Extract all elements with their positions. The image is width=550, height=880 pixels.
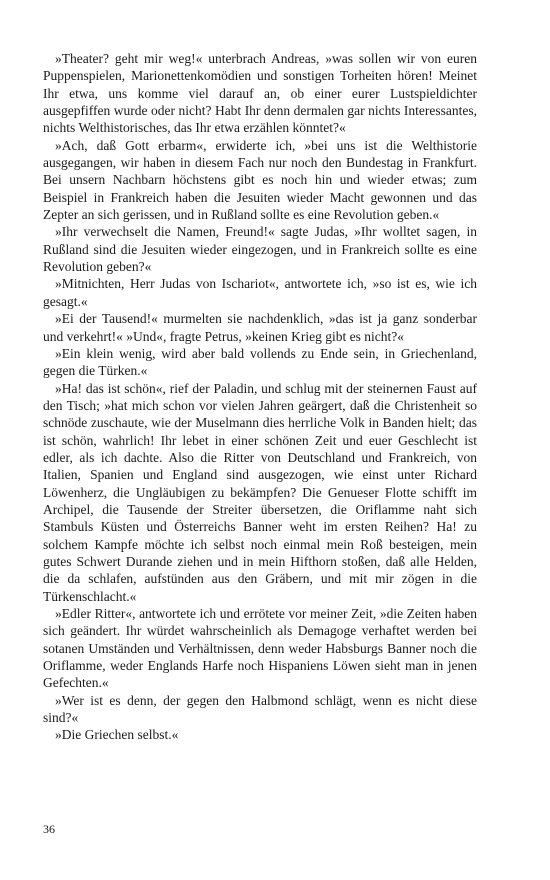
- page-number: 36: [43, 822, 55, 836]
- paragraph: »Ei der Tausend!« murmelten sie nachdenklich, »das ist ja ganz sonderbar und verkehrt!« »Und«, fragte Petrus, »keinen Krieg gibt es nicht?«: [43, 311, 477, 344]
- paragraph: »Edler Ritter«, antwortete ich und errötete vor meiner Zeit, »die Zeiten haben sich geändert. Ihr würdet wahrscheinlich als Demagoge verhaftet werden bei sotanen Umständen und Verhältnissen, denn weder Habsburgs Banner noch die Oriflamme, weder Englands Harfe noch Hispaniens Löwen sieht man in jenen Gefechten.«: [43, 606, 477, 691]
- paragraph: »Die Griechen selbst.«: [55, 727, 179, 743]
- paragraph: »Ihr verwechselt die Namen, Freund!« sagte Judas, »Ihr wolltet sagen, in Rußland sind die Jesuiten wieder eingezogen, und in Frankreich sollte es eine Revolution geben?«: [43, 224, 477, 275]
- paragraph: »Ach, daß Gott erbarm«, erwiderte ich, »bei uns ist die Welthistorie ausgegangen, wir haben in diesem Fach nur noch den Bundestag in Frankfurt. Bei unsern Nachbarn höchstens gibt es noch hin und wieder etwas; zum Beispiel in Frankreich haben die Jesuiten wieder Macht gewonnen und das Zepter an sich gerissen, und in Rußland sollte es eine Revolution geben.«: [43, 137, 477, 223]
- book-page-body: [43, 50, 477, 744]
- paragraph: »Ha! das ist schön«, rief der Paladin, und schlug mit der steinernen Faust auf den Tisch; »hat mich schon vor vielen Jahren geärgert, daß die Christenheit so schnöde zuschaute, wie der Muselmann dies herrliche Volk in Banden hielt; das ist schön, wahrlich! Ihr lebet in einer schönen Zeit und euer Geschlecht ist edler, als ich dachte. Also die Ritter von Deutschland und Frankreich, von Italien, Spanien und England sind ausgezogen, wie einst unter Richard Löwenherz, die Ungläubigen zu bekämpfen? Die Genueser Flotte schifft im Archipel, die Tausende der Streiter übersetzen, die Oriflamme naht sich Stambuls Küsten und Österreichs Banner weht im ersten Reihen? Ha! zu solchem Kampfe möchte ich selbst noch einmal mein Roß besteigen, mein gutes Schwert Durande ziehen und in mein Hifthorn stoßen, daß alle Helden, die da schlafen, aufstünden aus den Gräbern, und mit mir zögen in die Türkenschlacht.«: [43, 380, 477, 604]
- paragraph: »Theater? geht mir weg!« unterbrach Andreas, »was sollen wir von euren Puppenspielen, Marionettenkomödien und sonstigen Torheiten hören! Meinet Ihr etwa, uns komme viel darauf an, ob einer eurer Lustspieldichter ausgepfiffen wurde oder nicht? Habt Ihr denn dermalen gar nichts Interessantes, nichts Welthistorisches, das Ihr etwa erzählen könntet?«: [43, 51, 477, 136]
- paragraph: »Ein klein wenig, wird aber bald vollends zu Ende sein, in Griechenland, gegen die Türken.«: [43, 345, 477, 379]
- paragraph: »Mitnichten, Herr Judas von Ischariot«, antwortete ich, »so ist es, wie ich gesagt.«: [43, 276, 477, 309]
- paragraph: »Wer ist es denn, der gegen den Halbmond schlägt, wenn es nicht diese sind?«: [43, 692, 477, 726]
